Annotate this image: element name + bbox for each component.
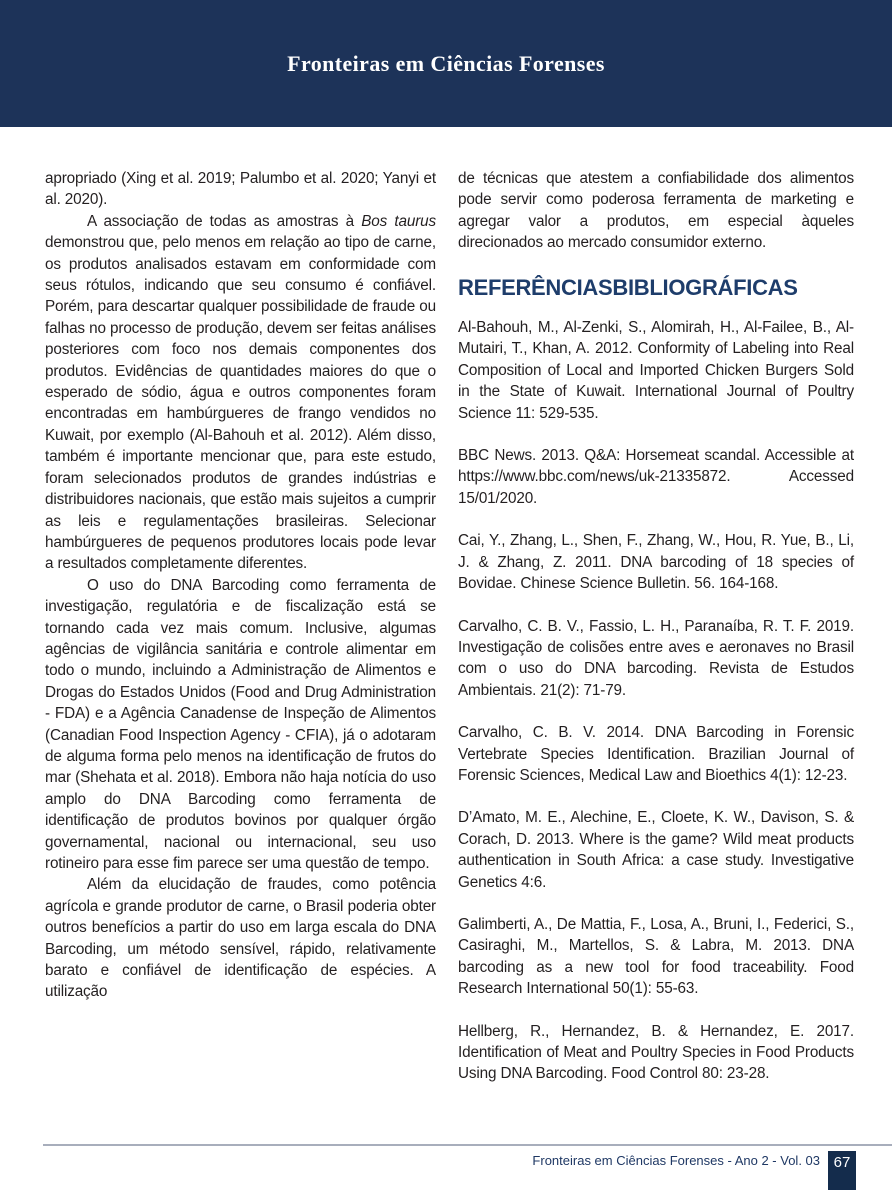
paragraph-association-post: demonstrou que, pelo menos em relação ao tipo de carne, os produtos analisados estavam em conformidade com seus rótulos, indicando que seu consumo é confiável. Porém, para descartar qualquer possibilidade de fraude ou falhas no processo de produção, devem ser feitas análises posteriores com foco nos demais componentes dos produtos. Evidências de quantidades maiores do que o esperado de sódio, água e outros componentes foram encontradas em hambúrgueres de frango vendidos no Kuwait, por exemplo (Al-Bahouh et al. 2012). Além disso, também é importante mencionar que, para este estudo, foram selecionados produtos de grandes indústrias e distribuidores nacionais, que estão mais sujeitos a cumprir as leis e regulamentações brasileiras. Selecionar hambúrgueres de pequenos produtores locais pode levar a resultados completamente diferentes. <box>45 234 436 573</box>
reference-item: Galimberti, A., De Mattia, F., Losa, A., Bruni, I., Federici, S., Casiraghi, M., Martellos, S. & Labra, M. 2013. DNA barcoding as a new tool for food traceability. Food Research International 50(1): 55-63. <box>458 915 854 998</box>
reference-item: Cai, Y., Zhang, L., Shen, F., Zhang, W., Hou, R. Yue, B., Li, J. & Zhang, Z. 2011. DNA barcoding of 18 species of Bovidae. Chinese Science Bulletin. 56. 164-168. <box>458 532 854 593</box>
paragraph-association <box>45 211 436 575</box>
paragraph-dna-barcoding: O uso do DNA Barcoding como ferramenta de investigação, regulatória e de fiscalização está se tornando cada vez mais comum. Inclusive, algumas agências de vigilância sanitária e controle alimentar em todo o mundo, incluindo a Administração de Alimentos e Drogas do Estados Unidos (Food and Drug Administration - FDA) e a Agência Canadense de Inspeção de Alimentos (Canadian Food Inspection Agency - CFIA), já o adotaram de alguma forma pelo menos na identificação de frutos do mar (Shehata et al. 2018). Embora não haja notícia do uso amplo do DNA Barcoding como ferramenta de identificação de produtos bovinos por qualquer órgão governamental, nacional ou internacional, seu uso rotineiro para esse fim parece ser uma questão de tempo. <box>45 576 436 872</box>
header-band <box>0 0 892 127</box>
paragraph-closing: de técnicas que atestem a confiabilidade dos alimentos pode servir como poderosa ferramenta de marketing e agregar valor a produtos, em especial àqueles direcionados ao mercado consumidor externo. <box>458 170 854 252</box>
reference-item: D’Amato, M. E., Alechine, E., Cloete, K. W., Davison, S. & Corach, D. 2013. Where is the game? Wild meat products authentication in South Africa: a case study. Investigative Genetics 4:6. <box>458 809 854 891</box>
species-name-italic: Bos taurus <box>361 212 436 230</box>
page-number: 67 <box>833 1154 851 1171</box>
right-column <box>458 168 854 1106</box>
reference-item: BBC News. 2013. Q&A: Horsemeat scandal. Accessible at https://www.bbc.com/news/uk-21335872. Accessed 15/01/2020. <box>458 447 854 507</box>
paragraph-association-pre: A associação de todas as amostras à <box>87 212 362 230</box>
footer-rule <box>43 1144 892 1146</box>
references-heading: REFERÊNCIASBIBLIOGRÁFICAS <box>458 274 798 300</box>
paragraph-continuation: apropriado (Xing et al. 2019; Palumbo et al. 2020; Yanyi et al. 2020). <box>45 170 436 209</box>
paragraph-benefits: Além da elucidação de fraudes, como potência agrícola e grande produtor de carne, o Brasil poderia obter outros benefícios a partir do uso em larga escala do DNA Barcoding, um método sensível, rápido, relativamente barato e confiável de identificação de espécies. A utilização <box>45 876 436 1001</box>
reference-item: Al-Bahouh, M., Al-Zenki, S., Alomirah, H., Al-Failee, B., Al-Mutairi, T., Khan, A. 2012. Conformity of Labeling into Real Composition of Local and Imported Chicken Burgers Sold in the State of Kuwait. International Journal of Poultry Science 11: 529-535. <box>458 319 854 422</box>
reference-item: Hellberg, R., Hernandez, B. & Hernandez, E. 2017. Identification of Meat and Poultry Species in Food Products Using DNA Barcoding. Food Control 80: 23-28. <box>458 1022 854 1083</box>
journal-title: Fronteiras em Ciências Forenses <box>287 50 605 76</box>
reference-item: Carvalho, C. B. V., Fassio, L. H., Paranaíba, R. T. F. 2019. Investigação de colisões entre aves e aeronaves no Brasil com o uso do DNA barcoding. Revista de Estudos Ambientais. 21(2): 71-79. <box>458 617 854 699</box>
footer-journal-line: Fronteiras em Ciências Forenses - Ano 2 - Vol. 03 <box>532 1153 820 1168</box>
page-number-badge <box>828 1151 856 1190</box>
left-column <box>45 168 436 1003</box>
reference-item: Carvalho, C. B. V. 2014. DNA Barcoding in Forensic Vertebrate Species Identification. Brazilian Journal of Forensic Sciences, Medical Law and Bioethics 4(1): 12-23. <box>458 724 854 784</box>
